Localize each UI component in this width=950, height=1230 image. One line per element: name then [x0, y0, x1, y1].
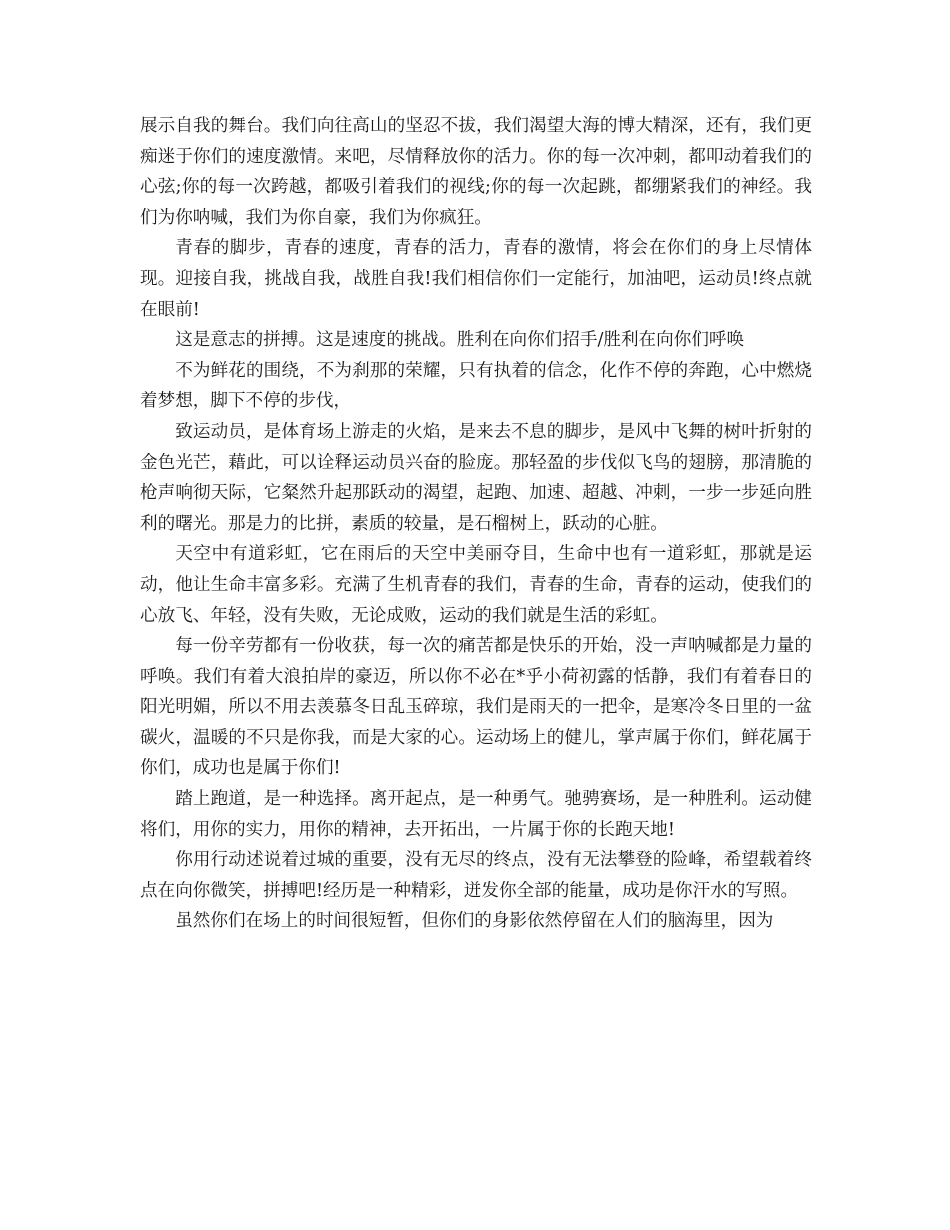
paragraph: 致运动员，是体育场上游走的火焰，是来去不息的脚步，是风中飞舞的树叶折射的金色光芒，藉此，可以诠释运动员兴奋的脸庞。那轻盈的步伐似飞鸟的翅膀，那清脆的枪声响彻天际，它粲然升起那跃动的渴望，起跑、加速、超越、冲刺，一步一步延向胜利的曙光。那是力的比拼，素质的较量，是石榴树上，跃动的心脏。: [140, 421, 812, 534]
document-body: [140, 111, 812, 937]
paragraph: 青春的脚步，青春的速度，青春的活力，青春的激情，将会在你们的身上尽情体现。迎接自我，挑战自我，战胜自我!我们相信你们一定能行，加油吧，运动员!终点就在眼前!: [140, 238, 812, 320]
paragraph: 不为鲜花的围绕，不为刹那的荣耀，只有执着的信念，化作不停的奔跑，心中燃烧着梦想，脚下不停的步伐，: [140, 360, 812, 412]
paragraph: 天空中有道彩虹，它在雨后的天空中美丽夺目，生命中也有一道彩虹，那就是运动，他让生命丰富多彩。充满了生机青春的我们，青春的生命，青春的运动，使我们的心放飞、年轻，没有失败，无论成败，运动的我们就是生活的彩虹。: [140, 544, 812, 626]
paragraph: 每一份辛劳都有一份收获，每一次的痛苦都是快乐的开始，没一声呐喊都是力量的呼唤。我们有着大浪拍岸的豪迈，所以你不必在*乎小荷初露的恬静，我们有着春日的阳光明媚，所以不用去羡慕冬日乱玉碎琼，我们是雨天的一把伞，是寒冷冬日里的一盆碳火，温暖的不只是你我，而是大家的心。运动场上的健儿，掌声属于你们，鲜花属于你们，成功也是属于你们!: [140, 636, 812, 779]
paragraph: 展示自我的舞台。我们向往高山的坚忍不拔，我们渴望大海的博大精深，还有，我们更痴迷于你们的速度激情。来吧，尽情释放你的活力。你的每一次冲刺，都叩动着我们的心弦;你的每一次跨越，都吸引着我们的视线;你的每一次起跳，都绷紧我们的神经。我们为你呐喊，我们为你自豪，我们为你疯狂。: [140, 116, 812, 228]
paragraph: 这是意志的拼搏。这是速度的挑战。胜利在向你们招手/胜利在向你们呼唤: [175, 330, 745, 351]
paragraph: 你用行动述说着过城的重要，没有无尽的终点，没有无法攀登的险峰，希望载着终点在向你微笑，拼搏吧!经历是一种精彩，迸发你全部的能量，成功是你汗水的写照。: [140, 850, 812, 901]
paragraph: 踏上跑道，是一种选择。离开起点，是一种勇气。驰骋赛场，是一种胜利。运动健将们，用你的实力，用你的精神，去开拓出，一片属于你的长跑天地!: [140, 789, 812, 840]
paragraph: 虽然你们在场上的时间很短暂，但你们的身影依然停留在人们的脑海里，因为: [175, 911, 774, 932]
